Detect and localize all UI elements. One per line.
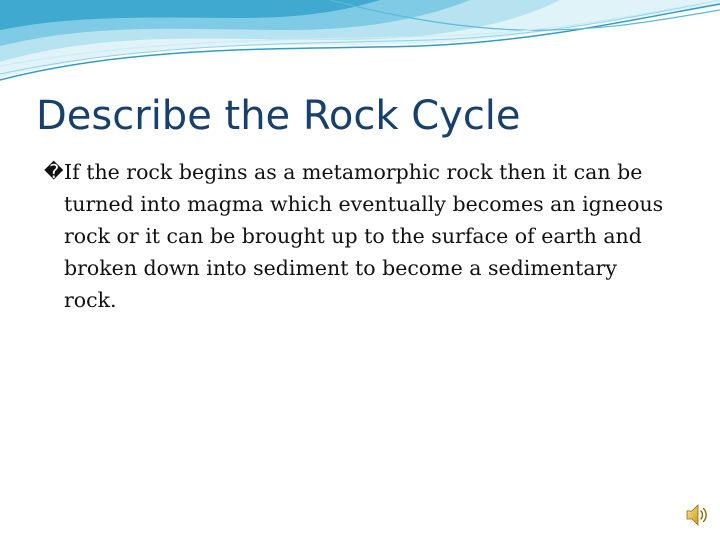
speaker-icon[interactable] bbox=[684, 502, 710, 528]
slide-body bbox=[44, 156, 674, 316]
header-wave-decoration bbox=[0, 0, 720, 90]
slide-title: Describe the Rock Cycle bbox=[36, 93, 521, 139]
bullet-text: If the rock begins as a metamorphic rock then it can be turned into magma which eventually becomes an igneous rock or it can be brought up to the surface of earth and broken down into sediment to become a sedimentary rock. bbox=[64, 160, 664, 312]
bullet-item bbox=[44, 156, 674, 316]
bullet-marker: � bbox=[44, 161, 64, 183]
